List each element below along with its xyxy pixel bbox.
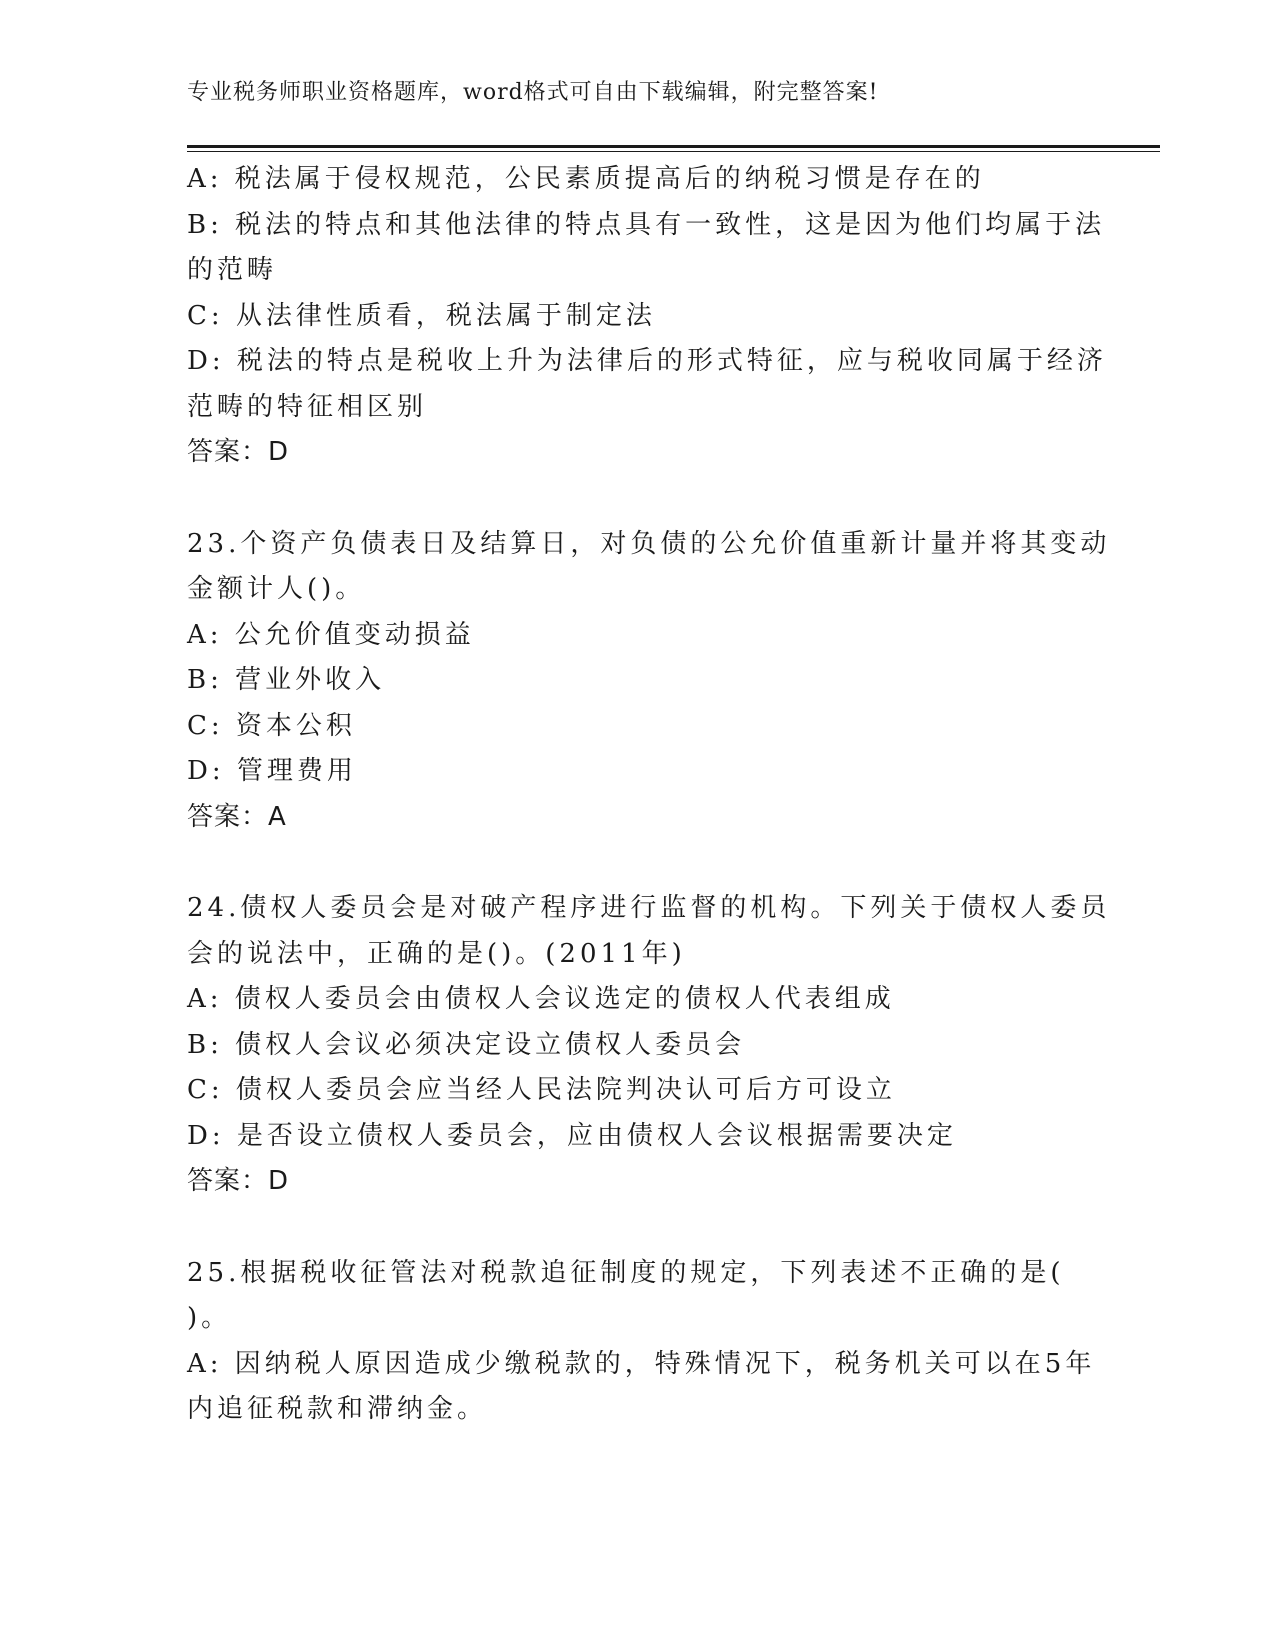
block-spacer bbox=[187, 476, 1087, 522]
question-content bbox=[187, 157, 1111, 1433]
question-line: 范畴的特征相区别 bbox=[187, 391, 428, 422]
header-rule-thick bbox=[187, 145, 1160, 148]
header-rule-thin bbox=[187, 151, 1160, 152]
answer-line: 答案：D bbox=[187, 1166, 290, 1196]
question-line: A: 公允价值变动损益 bbox=[187, 619, 475, 650]
question-line: 金额计人()。 bbox=[187, 574, 366, 604]
block-spacer bbox=[187, 1205, 1087, 1251]
block-spacer bbox=[187, 840, 1087, 886]
question-line: 会的说法中，正确的是()。(2011年) bbox=[187, 938, 686, 969]
question-line: 25.根据税收征管法对税款追征制度的规定，下列表述不正确的是( bbox=[187, 1257, 1065, 1288]
answer-line: 答案：A bbox=[187, 801, 287, 832]
question-line: B: 税法的特点和其他法律的特点具有一致性，这是因为他们均属于法 bbox=[187, 209, 1106, 240]
question-block-25 bbox=[187, 1251, 1096, 1433]
page-header: 专业税务师职业资格题库，word格式可自由下载编辑，附完整答案! bbox=[187, 80, 879, 105]
question-block-22 bbox=[187, 157, 1107, 476]
question-line: 23.个资产负债表日及结算日，对负债的公允价值重新计量并将其变动 bbox=[187, 528, 1111, 559]
question-line: C: 从法律性质看，税法属于制定法 bbox=[187, 300, 656, 331]
question-line: B: 营业外收入 bbox=[187, 665, 386, 695]
question-line: C: 资本公积 bbox=[187, 710, 356, 741]
question-line: )。 bbox=[187, 1303, 232, 1333]
question-line: B: 债权人会议必须决定设立债权人委员会 bbox=[187, 1029, 746, 1060]
question-line: A: 因纳税人原因造成少缴税款的，特殊情况下，税务机关可以在5年 bbox=[187, 1348, 1096, 1379]
question-line: A: 税法属于侵权规范，公民素质提高后的纳税习惯是存在的 bbox=[187, 164, 985, 194]
question-line: D: 管理费用 bbox=[187, 756, 357, 786]
question-line: 的范畴 bbox=[187, 255, 278, 285]
question-line: A: 债权人委员会由债权人会议选定的债权人代表组成 bbox=[187, 984, 895, 1014]
question-block-23 bbox=[187, 522, 1111, 841]
question-line: 内追征税款和滞纳金。 bbox=[187, 1394, 488, 1424]
answer-line: 答案：D bbox=[187, 437, 290, 467]
question-line: C: 债权人委员会应当经人民法院判决认可后方可设立 bbox=[187, 1075, 896, 1105]
question-line: D: 税法的特点是税收上升为法律后的形式特征，应与税收同属于经济 bbox=[187, 346, 1107, 376]
question-line: D: 是否设立债权人委员会，应由债权人会议根据需要决定 bbox=[187, 1120, 957, 1151]
question-line: 24.债权人委员会是对破产程序进行监督的机构。下列关于债权人委员 bbox=[187, 893, 1111, 923]
question-block-24 bbox=[187, 886, 1111, 1205]
